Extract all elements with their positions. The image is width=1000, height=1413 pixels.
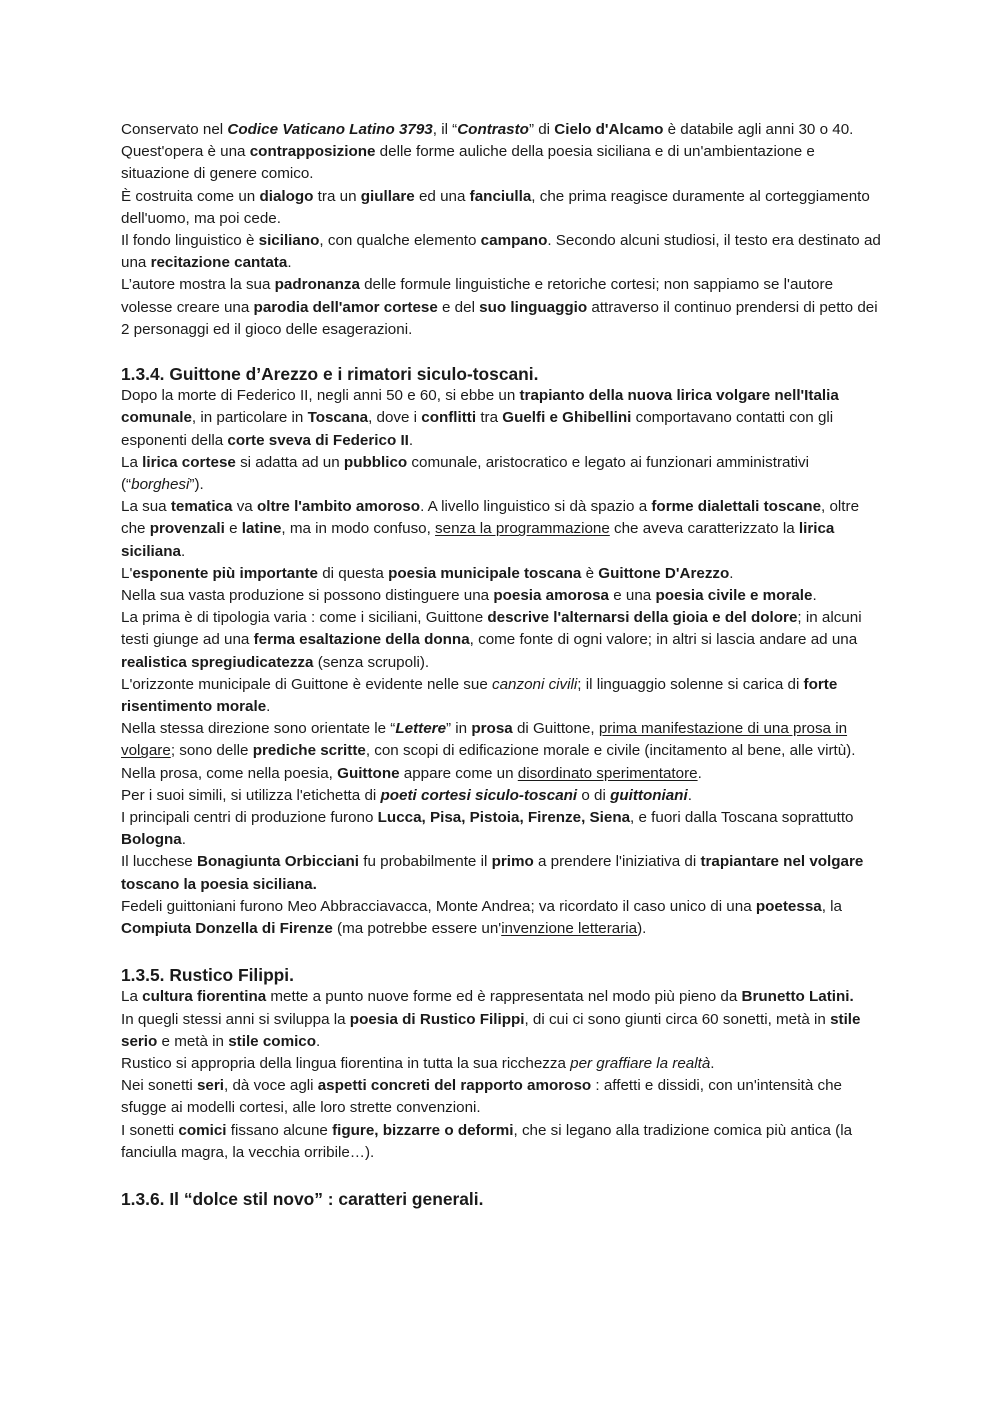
text-run: La prima è di tipologia varia : come i siciliani, Guittone	[121, 609, 488, 627]
paragraph	[121, 718, 883, 762]
emphasis-text: Codice Vaticano Latino 3793	[227, 121, 433, 138]
document-page	[121, 119, 883, 1210]
section-guittone	[121, 385, 883, 940]
emphasis-text: padronanza	[274, 276, 360, 294]
text-run: e del	[437, 298, 480, 316]
emphasis-text: poesia civile e morale	[655, 587, 813, 605]
emphasis-text: siciliano	[258, 232, 320, 250]
spacer	[121, 341, 883, 363]
paragraph	[121, 1009, 883, 1053]
emphasis-text: figure, bizzarre o deformi	[332, 1121, 514, 1139]
text-run: , come fonte di ogni valore; in altri si lascia andare ad una	[469, 631, 858, 649]
emphasis-text: Lettere	[395, 720, 447, 738]
text-run: ” di	[528, 121, 555, 138]
text-run: a prendere l'iniziativa di	[533, 853, 701, 871]
paragraph	[121, 385, 883, 452]
text-run: .	[408, 431, 414, 449]
emphasis-text: ferma esaltazione della donna	[253, 631, 470, 649]
text-run: appare come un	[399, 764, 518, 782]
text-run: ; il linguaggio solenne si carica di	[577, 675, 804, 693]
text-run: Nella sua vasta produzione si possono distinguere una	[121, 587, 494, 605]
emphasis-text: canzoni civili	[492, 675, 578, 693]
text-run: attraverso il continuo prendersi di petto dei 2 personaggi ed il gioco delle esagerazioni.	[121, 298, 878, 338]
emphasis-text: primo	[491, 853, 534, 871]
text-run: È costruita come un	[121, 187, 260, 205]
section-rustico-filippi	[121, 986, 883, 1164]
text-run: mette a punto nuove forme ed è rappresentata nel modo più pieno da	[266, 988, 742, 1006]
text-run: , ma in modo confuso,	[281, 520, 436, 538]
text-run: La	[121, 988, 143, 1006]
emphasis-text: forte risentimento morale	[121, 675, 838, 716]
emphasis-text: stile comico	[228, 1032, 317, 1050]
emphasis-text: giullare	[360, 187, 415, 205]
text-run: La sua	[121, 498, 171, 516]
text-run: delle formule linguistiche e retoriche cortesi; non sappiamo se l'autore volesse creare una	[121, 276, 834, 316]
text-run: .	[316, 1032, 321, 1050]
section-contrasto	[121, 119, 883, 341]
text-run: Conservato nel	[121, 121, 228, 138]
text-run: Dopo la morte di Federico II, negli anni 50 e 60, si ebbe un	[121, 387, 520, 405]
paragraph	[121, 785, 883, 807]
text-run: va	[232, 498, 257, 516]
text-run: In quegli stessi anni si sviluppa la	[121, 1010, 350, 1028]
emphasis-text: poesia municipale toscana	[388, 564, 582, 582]
text-run: e metà in	[157, 1032, 229, 1050]
emphasis-text: provenzali	[149, 520, 225, 538]
paragraph	[121, 274, 883, 341]
emphasis-text: cultura fiorentina	[142, 988, 267, 1006]
text-run: Il lucchese	[121, 853, 197, 871]
text-run: ” in	[446, 720, 472, 738]
paragraph	[121, 585, 883, 607]
text-run: ; sono delle	[170, 742, 253, 760]
emphasis-text: poeti cortesi siculo-toscani	[380, 786, 578, 804]
text-run: ; in alcuni testi giunge ad una	[121, 609, 862, 649]
text-run: : affetti e dissidi, con un'intensità che sfugge ai modelli cortesi, alle loro strette convenzioni.	[121, 1077, 843, 1117]
emphasis-text: Compiuta Donzella di Firenze	[121, 920, 333, 938]
emphasis-text: oltre l'ambito amoroso	[256, 498, 421, 516]
text-run: e	[224, 520, 242, 538]
heading-guittone: 1.3.4. Guittone d’Arezzo e i rimatori siculo-toscani.	[121, 364, 539, 385]
paragraph	[121, 763, 883, 785]
emphasis-text: trapiantare nel volgare toscano la poesia siciliana.	[121, 853, 864, 893]
paragraph	[121, 186, 883, 230]
paragraph	[121, 1053, 883, 1075]
emphasis-text: pubblico	[343, 453, 408, 471]
text-run: , che si legano alla tradizione comica più antica (la fanciulla magra, la vecchia orribile…).	[121, 1121, 853, 1161]
text-run: , il “	[432, 121, 458, 138]
emphasis-text: Lucca, Pisa, Pistoia, Firenze, Siena	[377, 809, 631, 827]
text-run: di Guittone,	[512, 720, 599, 738]
text-run: I principali centri di produzione furono	[121, 809, 378, 827]
text-run: che aveva caratterizzato la	[609, 520, 799, 538]
text-run: tra	[476, 409, 503, 427]
paragraph	[121, 563, 883, 585]
text-run: , con scopi di edificazione morale e civile (incitamento al bene, alle virtù).	[365, 742, 856, 760]
emphasis-text: parodia dell'amor cortese	[253, 298, 438, 316]
emphasis-text: Bologna	[121, 831, 182, 849]
spacer	[121, 1164, 883, 1188]
text-run: e una	[609, 587, 656, 605]
text-run: .	[180, 542, 186, 560]
emphasis-text: Contrasto	[457, 121, 529, 138]
text-run: .	[697, 764, 702, 782]
text-run: .	[181, 831, 186, 849]
text-run: Fedeli guittoniani furono Meo Abbracciavacca, Monte Andrea; va ricordato il caso unico di una	[121, 897, 756, 915]
text-run: è	[581, 564, 599, 582]
emphasis-text: forme dialettali toscane	[651, 498, 822, 516]
text-run: Nella stessa direzione sono orientate le “	[121, 720, 396, 738]
text-run: tra un	[313, 187, 361, 205]
text-run: comportavano contatti con gli esponenti della	[121, 409, 834, 449]
text-run: Per i suoi simili, si utilizza l'etichetta di	[121, 786, 381, 804]
paragraph	[121, 452, 883, 496]
text-run: .	[812, 587, 817, 605]
text-run: è databile agli anni 30 o 40. Quest'opera è una	[121, 121, 854, 161]
text-run: Rustico si appropria della lingua fiorentina in tutta la sua ricchezza	[121, 1054, 571, 1072]
spacer	[121, 940, 883, 964]
emphasis-text: seri	[196, 1077, 225, 1095]
emphasis-text: realistica spregiudicatezza	[121, 653, 314, 671]
text-run: .	[729, 564, 734, 582]
paragraph	[121, 1075, 883, 1119]
text-run: Il fondo linguistico è	[121, 232, 259, 250]
emphasis-text: aspetti concreti del rapporto amoroso	[317, 1077, 592, 1095]
text-run: , con qualche elemento	[319, 232, 481, 250]
text-run: fissano alcune	[226, 1121, 333, 1139]
text-run: si adatta ad un	[235, 453, 344, 471]
emphasis-text: lirica siciliana	[121, 520, 835, 560]
text-run: , dove i	[368, 409, 422, 427]
text-run: comunale, aristocratico e legato ai funzionari amministrativi (“	[121, 453, 810, 494]
text-run: di questa	[318, 564, 389, 582]
emphasis-text: Toscana	[307, 409, 369, 427]
emphasis-text: stile serio	[121, 1010, 861, 1050]
text-run: I sonetti	[121, 1121, 179, 1139]
emphasis-text: tematica	[170, 498, 233, 516]
text-run: .	[710, 1054, 715, 1072]
emphasis-text: prediche scritte	[252, 742, 366, 760]
paragraph	[121, 1120, 883, 1164]
emphasis-text: Brunetto Latini.	[741, 988, 854, 1006]
heading-dolce-stil-novo: 1.3.6. Il “dolce stil novo” : caratteri generali.	[121, 1188, 484, 1209]
text-run: fu probabilmente il	[359, 853, 492, 871]
text-run: ed una	[414, 187, 470, 205]
emphasis-text: prosa	[471, 720, 513, 738]
emphasis-text: disordinato sperimentatore	[517, 764, 698, 782]
text-run: . A livello linguistico si dà spazio a	[420, 498, 652, 516]
text-run: (ma potrebbe essere un'	[332, 920, 502, 938]
emphasis-text: trapianto della nuova lirica volgare nell'Italia comunale	[121, 387, 839, 427]
emphasis-text: suo linguaggio	[479, 298, 588, 316]
paragraph	[121, 496, 883, 563]
emphasis-text: invenzione letteraria	[501, 920, 638, 938]
emphasis-text: descrive l'alternarsi della gioia e del dolore	[487, 609, 798, 627]
emphasis-text: poetessa	[755, 897, 822, 915]
emphasis-text: borghesi	[131, 476, 190, 494]
emphasis-text: poesia amorosa	[493, 587, 609, 605]
text-run: ”).	[189, 476, 204, 494]
emphasis-text: contrapposizione	[249, 143, 376, 161]
emphasis-text: corte sveva di Federico II	[227, 431, 409, 449]
emphasis-text: comici	[178, 1121, 227, 1139]
text-run: .	[687, 786, 692, 804]
emphasis-text: dialogo	[259, 187, 314, 205]
emphasis-text: Cielo d'Alcamo	[554, 121, 664, 138]
text-run: (senza scrupoli).	[313, 653, 430, 671]
text-run: L'	[121, 564, 133, 582]
emphasis-text: esponente più importante	[132, 564, 318, 582]
text-run: La	[121, 453, 143, 471]
emphasis-text: guittoniani	[610, 786, 688, 804]
text-run: Nei sonetti	[121, 1077, 197, 1095]
emphasis-text: Guittone D'Arezzo	[598, 564, 730, 582]
text-run: L'orizzonte municipale di Guittone è evidente nelle sue	[121, 675, 493, 693]
paragraph	[121, 607, 883, 674]
paragraph	[121, 119, 883, 186]
emphasis-text: conflitti	[421, 409, 477, 427]
text-run: , in particolare in	[191, 409, 308, 427]
text-run: Nella prosa, come nella poesia,	[121, 764, 338, 782]
emphasis-text: Bonagiunta Orbicciani	[196, 853, 360, 871]
emphasis-text: recitazione cantata	[150, 254, 288, 272]
text-run: , la	[821, 897, 842, 915]
emphasis-text: senza la programmazione	[435, 520, 610, 538]
text-run: ).	[637, 920, 647, 938]
text-run: . Secondo alcuni studiosi, il testo era destinato ad una	[121, 232, 881, 272]
emphasis-text: Guittone	[337, 764, 400, 782]
text-run: , che prima reagisce duramente al corteggiamento dell'uomo, ma poi cede.	[121, 187, 870, 227]
text-run: , oltre che	[121, 498, 860, 538]
emphasis-text: Guelfi e Ghibellini	[502, 409, 632, 427]
emphasis-text: lirica cortese	[142, 453, 236, 471]
paragraph	[121, 674, 883, 718]
text-run: L’autore mostra la sua	[121, 276, 275, 294]
text-run: .	[266, 698, 271, 716]
text-run: , di cui ci sono giunti circa 60 sonetti, metà in	[524, 1010, 831, 1028]
heading-rustico-filippi: 1.3.5. Rustico Filippi.	[121, 965, 294, 986]
paragraph	[121, 986, 883, 1008]
paragraph	[121, 851, 883, 895]
emphasis-text: campano	[480, 232, 548, 250]
paragraph	[121, 807, 883, 851]
emphasis-text: prima manifestazione di una prosa in volgare	[121, 720, 848, 760]
emphasis-text: per graffiare la realtà	[570, 1054, 711, 1072]
paragraph	[121, 230, 883, 274]
text-run: .	[287, 254, 292, 272]
paragraph	[121, 896, 883, 940]
text-run: delle forme auliche della poesia siciliana e di un'ambientazione e situazione di genere comico.	[121, 143, 815, 183]
emphasis-text: fanciulla	[469, 187, 532, 205]
emphasis-text: poesia di Rustico Filippi	[349, 1010, 525, 1028]
text-run: , e fuori dalla Toscana soprattutto	[630, 809, 854, 827]
text-run: , dà voce agli	[224, 1077, 318, 1095]
emphasis-text: latine	[241, 520, 282, 538]
text-run: o di	[577, 786, 611, 804]
